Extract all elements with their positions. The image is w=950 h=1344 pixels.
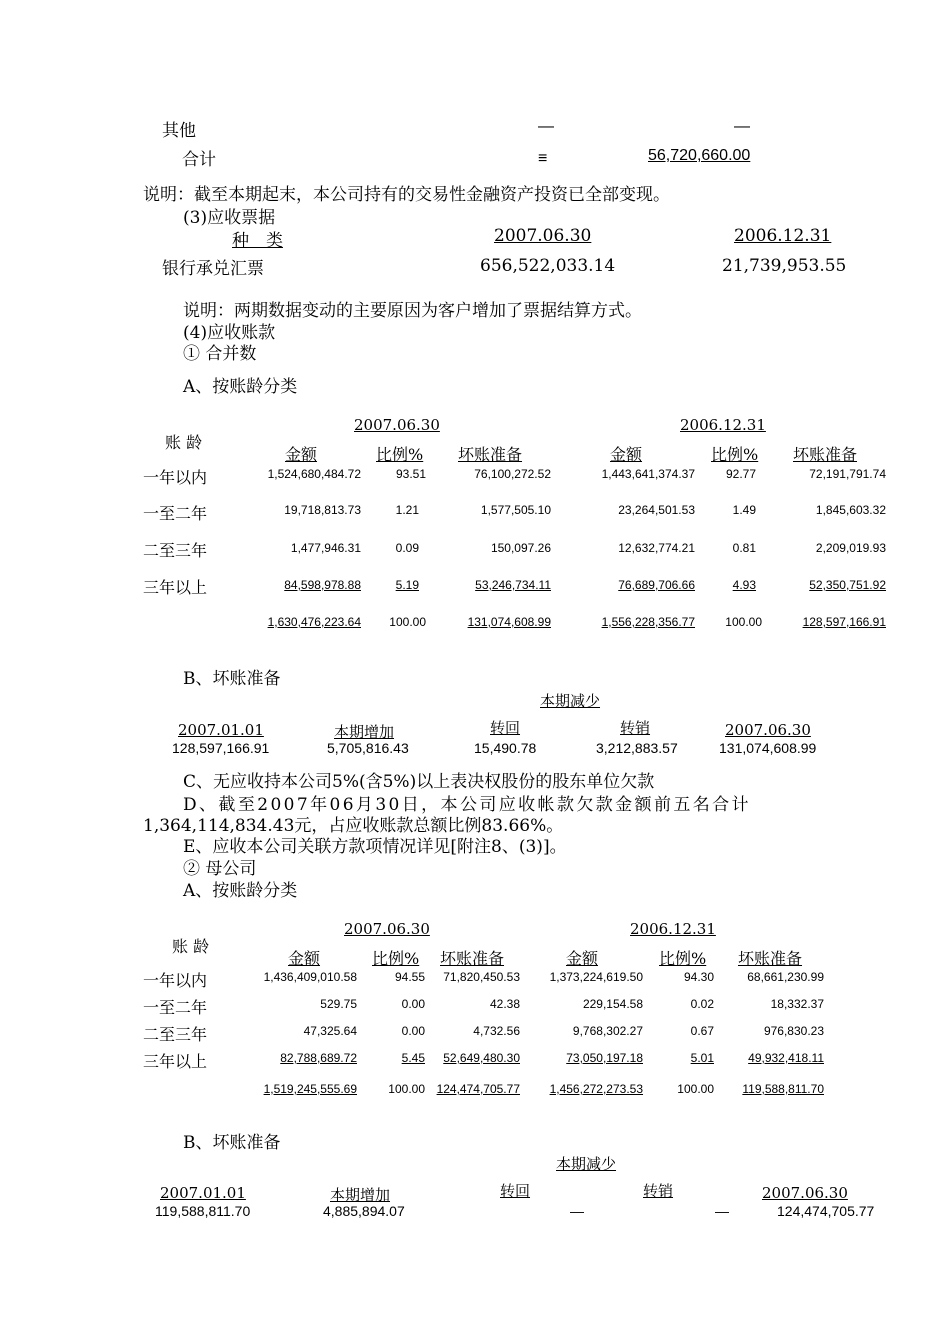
notes-col-type: 种 类 <box>232 231 283 251</box>
notes-row-label: 银行承兑汇票 <box>162 259 264 279</box>
amount-cell: 23,264,501.53 <box>618 503 695 517</box>
ar-col-amount-2: 金额 <box>610 445 643 464</box>
bad-debt-cell: 18,332.37 <box>770 997 824 1011</box>
bad-close-value: 131,074,608.99 <box>719 740 817 756</box>
bad-debt-cell: 4,732.56 <box>473 1024 520 1038</box>
amount-cell: 229,154.58 <box>582 997 643 1011</box>
ratio-cell: 0.02 <box>690 997 714 1011</box>
ar-consolidated-heading: ① 合并数 <box>183 344 257 364</box>
parent-bad-reverse-value: — <box>570 1203 584 1219</box>
parent-bad-col-close: 2007.06.30 <box>762 1184 848 1202</box>
ratio-cell: 100.00 <box>725 615 762 629</box>
ar-col-ratio-2: 比例% <box>711 445 759 464</box>
ratio-cell: 94.55 <box>394 970 425 984</box>
amount-cell: 47,325.64 <box>303 1024 357 1038</box>
row-label: 二至三年 <box>143 541 208 560</box>
notes-receivable-heading: (3)应收票据 <box>183 208 276 228</box>
parent-bad-decrease-header: 本期减少 <box>556 1155 617 1173</box>
amount-cell: 1,436,409,010.58 <box>263 970 357 984</box>
bad-debt-cell: 124,474,705.77 <box>436 1082 520 1096</box>
ar-date2: 2006.12.31 <box>680 416 766 434</box>
note-trading-assets: 说明：截至本期起末，本公司持有的交易性金融资产投资已全部变现。 <box>143 185 670 205</box>
bad-debt-cell: 976,830.23 <box>763 1024 824 1038</box>
ratio-cell: 100.00 <box>677 1082 714 1096</box>
bad-decrease-header: 本期减少 <box>540 692 601 710</box>
bad-open-value: 128,597,166.91 <box>172 740 270 756</box>
amount-cell: 1,524,680,484.72 <box>267 467 361 481</box>
bad-debt-cell: 131,074,608.99 <box>467 615 551 629</box>
bad-debt-cell: 68,661,230.99 <box>747 970 824 984</box>
ar-heading: (4)应收账款 <box>183 323 276 343</box>
amount-cell: 1,630,476,223.64 <box>267 615 361 629</box>
ratio-cell: 0.67 <box>690 1024 714 1038</box>
other-value-1: — <box>538 118 554 135</box>
bad-debt-cell: 2,209,019.93 <box>815 541 886 555</box>
bad-debt-cell: 1,845,603.32 <box>815 503 886 517</box>
amount-cell: 1,519,245,555.69 <box>263 1082 357 1096</box>
parent-bad-add-value: 4,885,894.07 <box>323 1203 405 1219</box>
amount-cell: 1,477,946.31 <box>290 541 361 555</box>
bad-debt-cell: 1,577,505.10 <box>480 503 551 517</box>
parent-section-b: B、坏账准备 <box>183 1133 281 1153</box>
amount-cell: 76,689,706.66 <box>618 578 695 592</box>
ar-age-header: 账 龄 <box>165 433 203 452</box>
row-label: 二至三年 <box>143 1025 208 1044</box>
row-label: 一至二年 <box>143 504 208 523</box>
parent-date1: 2007.06.30 <box>344 920 430 938</box>
parent-age-header: 账 龄 <box>172 937 210 956</box>
parent-bad-col-reverse: 转回 <box>500 1182 531 1200</box>
ar-col-bad-2: 坏账准备 <box>793 445 858 464</box>
bad-debt-cell: 76,100,272.52 <box>474 467 551 481</box>
ratio-cell: 0.09 <box>395 541 419 555</box>
parent-col-ratio-1: 比例% <box>372 949 420 968</box>
other-label: 其他 <box>162 121 196 141</box>
ratio-cell: 92.77 <box>725 467 756 481</box>
notes-row-value1: 656,522,033.14 <box>480 256 616 276</box>
parent-heading: ② 母公司 <box>183 859 257 879</box>
amount-cell: 1,556,228,356.77 <box>601 615 695 629</box>
ratio-cell: 0.00 <box>401 997 425 1011</box>
notes-receivable-note: 说明：两期数据变动的主要原因为客户增加了票据结算方式。 <box>183 301 642 321</box>
ratio-cell: 1.49 <box>732 503 756 517</box>
row-label: 一年以内 <box>143 971 208 990</box>
amount-cell: 1,443,641,374.37 <box>601 467 695 481</box>
parent-bad-col-add: 本期增加 <box>330 1186 391 1204</box>
amount-cell: 12,632,774.21 <box>618 541 695 555</box>
parent-col-amount-2: 金额 <box>566 949 599 968</box>
parent-col-ratio-2: 比例% <box>659 949 707 968</box>
row-label: 三年以上 <box>143 1052 208 1071</box>
parent-section-a: A、按账龄分类 <box>183 881 298 901</box>
parent-bad-col-open: 2007.01.01 <box>160 1184 246 1202</box>
ratio-cell: 5.19 <box>395 578 419 592</box>
bad-debt-cell: 53,246,734.11 <box>475 578 551 592</box>
amount-cell: 73,050,197.18 <box>566 1051 643 1065</box>
parent-col-amount-1: 金额 <box>288 949 321 968</box>
ar-col-ratio-1: 比例% <box>376 445 424 464</box>
bad-writeoff-value: 3,212,883.57 <box>596 740 678 756</box>
total-value-1: ≡ <box>538 150 548 167</box>
ratio-cell: 93.51 <box>395 467 426 481</box>
ratio-cell: 0.00 <box>401 1024 425 1038</box>
ratio-cell: 1.21 <box>395 503 419 517</box>
notes-col-date2: 2006.12.31 <box>734 226 832 246</box>
ar-note-d-line2: 1,364,114,834.43元，占应收账款总额比例83.66%。 <box>143 816 564 836</box>
notes-col-date1: 2007.06.30 <box>494 226 592 246</box>
bad-col-writeoff: 转销 <box>620 719 651 737</box>
total-label: 合计 <box>182 150 216 170</box>
ar-date1: 2007.06.30 <box>354 416 440 434</box>
ar-note-d-line1: D、截至2007年06月30日，本公司应收帐款欠款金额前五名合计 <box>183 795 751 815</box>
amount-cell: 1,373,224,619.50 <box>549 970 643 984</box>
ratio-cell: 5.45 <box>401 1051 425 1065</box>
row-label: 一年以内 <box>143 468 208 487</box>
bad-debt-cell: 150,097.26 <box>490 541 551 555</box>
ar-col-amount-1: 金额 <box>285 445 318 464</box>
amount-cell: 82,788,689.72 <box>280 1051 357 1065</box>
bad-debt-cell: 52,350,751.92 <box>809 578 886 592</box>
ratio-cell: 0.81 <box>732 541 756 555</box>
amount-cell: 1,456,272,273.53 <box>549 1082 643 1096</box>
bad-debt-cell: 128,597,166.91 <box>802 615 886 629</box>
ar-note-e: E、应收本公司关联方款项情况详见[附注8、(3)]。 <box>183 837 567 857</box>
bad-col-close: 2007.06.30 <box>725 721 811 739</box>
parent-bad-writeoff-value: — <box>715 1203 729 1219</box>
bad-debt-cell: 49,932,418.11 <box>748 1051 824 1065</box>
parent-bad-col-writeoff: 转销 <box>643 1182 674 1200</box>
parent-bad-open-value: 119,588,811.70 <box>155 1203 251 1219</box>
bad-reverse-value: 15,490.78 <box>474 740 537 756</box>
amount-cell: 19,718,813.73 <box>284 503 361 517</box>
bad-col-open: 2007.01.01 <box>178 721 264 739</box>
ar-note-c: C、无应收持本公司5%(含5%)以上表决权股份的股东单位欠款 <box>183 772 655 792</box>
parent-date2: 2006.12.31 <box>630 920 716 938</box>
ratio-cell: 4.93 <box>732 578 756 592</box>
amount-cell: 9,768,302.27 <box>572 1024 643 1038</box>
other-value-2: — <box>734 118 750 135</box>
parent-col-bad-1: 坏账准备 <box>440 949 505 968</box>
bad-debt-cell: 119,588,811.70 <box>742 1082 824 1096</box>
amount-cell: 84,598,978.88 <box>284 578 361 592</box>
ratio-cell: 5.01 <box>690 1051 714 1065</box>
bad-col-add: 本期增加 <box>334 723 395 741</box>
ratio-cell: 100.00 <box>388 1082 425 1096</box>
bad-debt-cell: 52,649,480.30 <box>443 1051 520 1065</box>
ratio-cell: 100.00 <box>389 615 426 629</box>
bad-debt-cell: 71,820,450.53 <box>443 970 520 984</box>
parent-bad-close-value: 124,474,705.77 <box>777 1203 875 1219</box>
bad-col-reverse: 转回 <box>490 719 521 737</box>
row-label: 一至二年 <box>143 998 208 1017</box>
ar-section-b: B、坏账准备 <box>183 669 281 689</box>
bad-debt-cell: 72,191,791.74 <box>809 467 886 481</box>
row-label: 三年以上 <box>143 578 208 597</box>
parent-col-bad-2: 坏账准备 <box>738 949 803 968</box>
notes-row-value2: 21,739,953.55 <box>722 256 847 276</box>
total-value-2: 56,720,660.00 <box>648 147 751 164</box>
ar-col-bad-1: 坏账准备 <box>458 445 523 464</box>
amount-cell: 529.75 <box>320 997 357 1011</box>
bad-debt-cell: 42.38 <box>489 997 520 1011</box>
ratio-cell: 94.30 <box>683 970 714 984</box>
ar-section-a: A、按账龄分类 <box>183 377 298 397</box>
bad-add-value: 5,705,816.43 <box>327 740 409 756</box>
